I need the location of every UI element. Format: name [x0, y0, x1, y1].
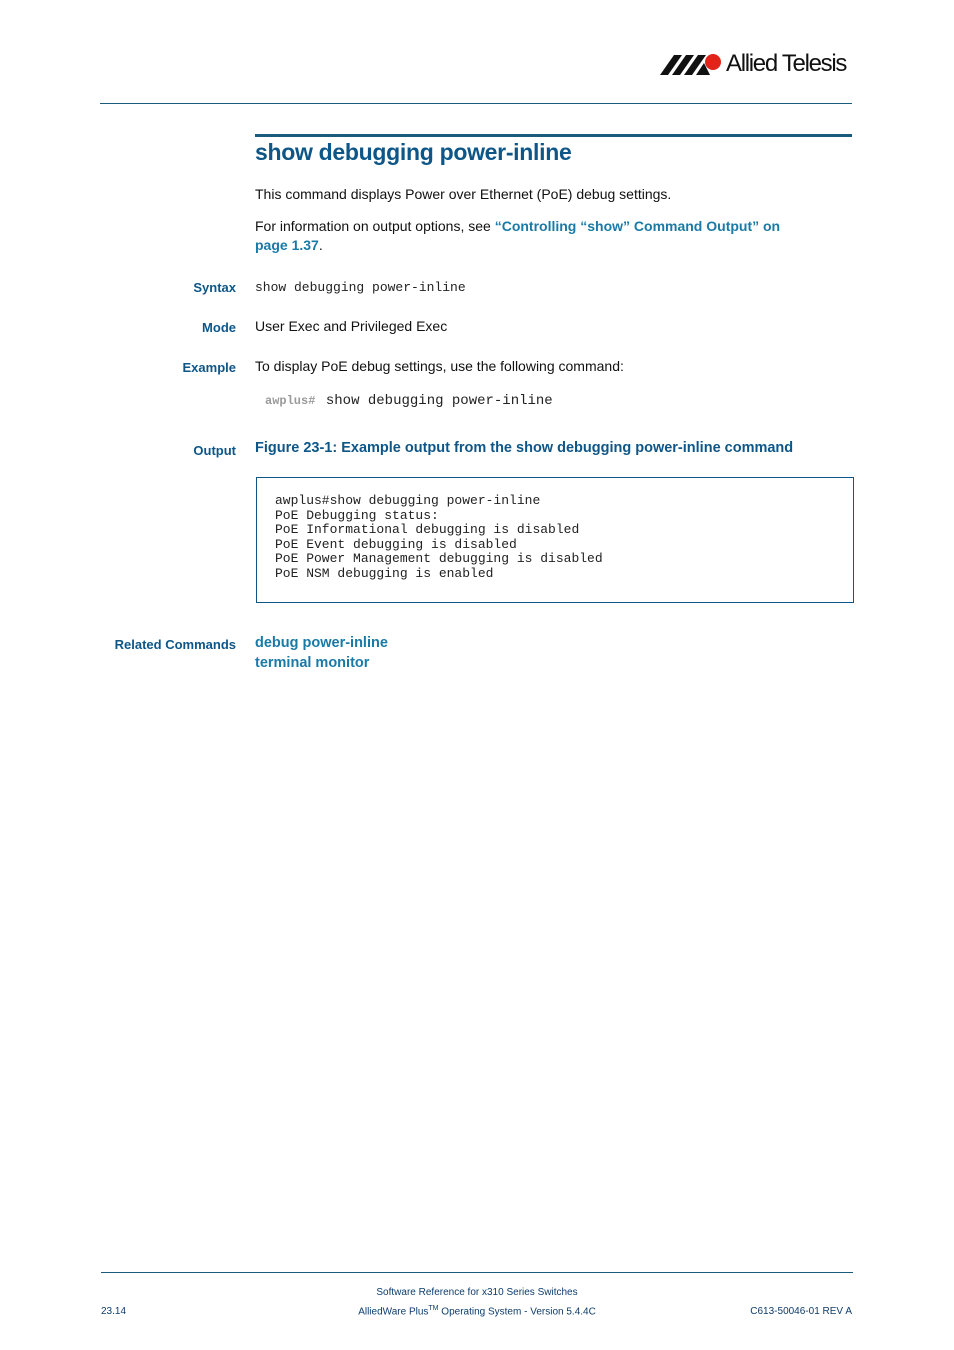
page-number: 23.14: [101, 1306, 127, 1317]
description: This command displays Power over Ethernet (PoE) debug settings.: [255, 186, 672, 202]
brand-logo: [660, 50, 855, 80]
info-prefix: For information on output options, see: [255, 218, 495, 234]
allied-telesis-logo-icon: [660, 53, 722, 75]
output-line: PoE Power Management debugging is disabled: [275, 551, 603, 566]
mode-value: User Exec and Privileged Exec: [255, 318, 448, 334]
document-id: C613-50046-01 REV A: [750, 1306, 852, 1317]
output-line: PoE Event debugging is disabled: [275, 536, 517, 552]
syntax-label: Syntax: [193, 280, 236, 295]
related-label: Related Commands: [114, 637, 236, 652]
figure-caption: Figure 23-1: Example output from the show debugging power-inline command: [255, 440, 794, 456]
footer-title: Software Reference for x310 Series Switches: [376, 1287, 578, 1298]
output-line: awplus#show debugging power-inline: [275, 493, 541, 508]
info-suffix: .: [318, 237, 323, 253]
footer-product: AlliedWare Plus: [358, 1306, 429, 1318]
output-line: PoE NSM debugging is enabled: [275, 565, 494, 581]
example-text: To display PoE debug settings, use the following command:: [255, 358, 624, 374]
info-link-line2[interactable]: page 1.37: [255, 237, 319, 253]
footer-tm: TM: [428, 1305, 439, 1312]
example-command: show debugging power-inline: [325, 393, 553, 409]
related-link-terminal-monitor[interactable]: terminal monitor: [255, 655, 370, 671]
footer-rule: [101, 1272, 853, 1273]
output-box: [256, 477, 854, 603]
output-label: Output: [193, 443, 236, 458]
page-title: show debugging power-inline: [255, 139, 572, 165]
example-command-line: [265, 391, 553, 409]
syntax-value: show debugging power-inline: [255, 280, 466, 295]
title-rule: [255, 134, 852, 137]
mode-label: Mode: [202, 320, 236, 335]
output-text: [275, 494, 603, 581]
footer-os-version: Operating System - Version 5.4.4C: [438, 1306, 596, 1318]
output-line: PoE Debugging status:: [275, 507, 439, 523]
example-label: Example: [182, 360, 236, 375]
output-line: PoE Informational debugging is disabled: [275, 522, 580, 537]
header-rule: [100, 103, 852, 104]
info-link-line1[interactable]: “Controlling “show” Command Output” on: [494, 218, 781, 234]
brand-name: Allied Telesis: [726, 50, 847, 77]
related-link-debug-power-inline[interactable]: debug power-inline: [255, 635, 388, 651]
example-prompt: awplus#: [265, 394, 316, 408]
info-paragraph: [255, 218, 780, 234]
info-paragraph-line2: [255, 237, 323, 253]
